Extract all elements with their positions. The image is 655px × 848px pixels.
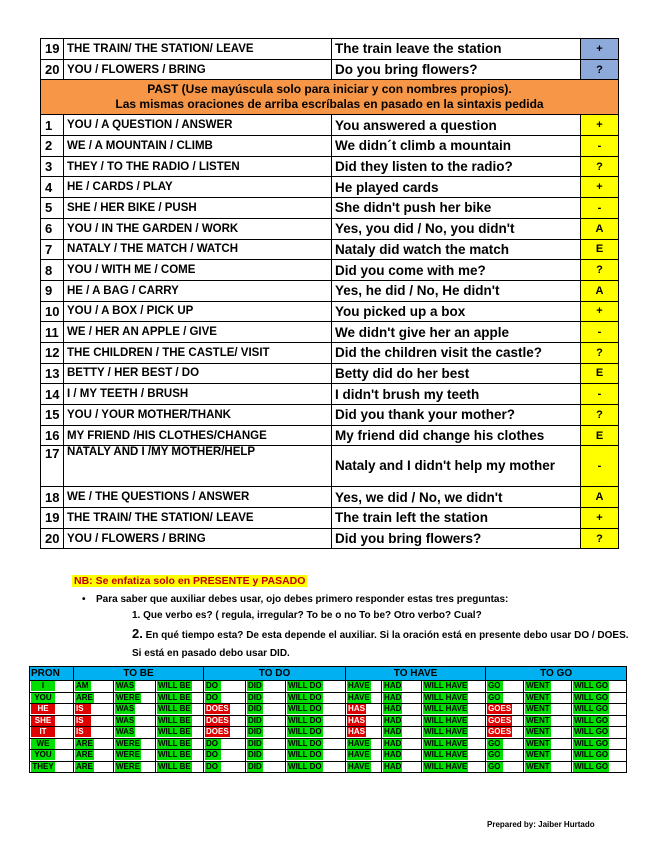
row-mark: A [581, 218, 619, 239]
row-prompt: THE TRAIN/ THE STATION/ LEAVE [64, 508, 332, 529]
verb-cell: ARE [74, 738, 114, 750]
verb-cell: GOES [486, 715, 524, 727]
row-sentence: Betty did do her best [332, 363, 581, 384]
verb-cell: SHE [30, 715, 74, 727]
verb-cell: WENT [524, 727, 572, 739]
past-header-line-2: Las mismas oraciones de arriba escríbalas en pasado en la sintaxis pedida [115, 97, 544, 112]
verb-cell: HAD [382, 704, 422, 716]
row-sentence: My friend did change his clothes [332, 425, 581, 446]
verb-cell: DO [204, 761, 246, 773]
verb-cell: WILL GO [572, 715, 627, 727]
verb-cell: IT [30, 727, 74, 739]
verb-cell: WILL BE [156, 738, 204, 750]
verb-cell: WILL HAVE [422, 704, 486, 716]
verb-cell: IS [74, 704, 114, 716]
verb-cell: GOES [486, 704, 524, 716]
verb-cell: DID [246, 750, 286, 762]
row-prompt: HE / CARDS / PLAY [64, 177, 332, 198]
note-item-1-number: 1. [132, 610, 141, 621]
row-number: 8 [41, 260, 64, 281]
row-mark: ? [581, 342, 619, 363]
row-mark: ? [581, 59, 619, 80]
verb-header-row [30, 667, 627, 681]
bullet-icon: • [82, 594, 86, 605]
verb-cell: WERE [114, 692, 156, 704]
verb-cell: WE [30, 738, 74, 750]
verb-row [30, 738, 627, 750]
note-bullet-text: Para saber que auxiliar debes usar, ojo debes primero responder estas tres preguntas: [96, 594, 509, 605]
verb-cell: WILL GO [572, 738, 627, 750]
row-prompt: YOU / IN THE GARDEN / WORK [64, 218, 332, 239]
row-prompt: YOU / A BOX / PICK UP [64, 301, 332, 322]
verb-cell: WAS [114, 715, 156, 727]
verb-cell: HAD [382, 715, 422, 727]
exercise-row [41, 198, 619, 219]
verb-row [30, 727, 627, 739]
verb-cell: WILL HAVE [422, 715, 486, 727]
verb-cell: WILL GO [572, 681, 627, 693]
verb-cell: WILL GO [572, 727, 627, 739]
verb-cell: WILL DO [286, 692, 346, 704]
row-prompt: SHE / HER BIKE / PUSH [64, 198, 332, 219]
verb-cell: HAD [382, 681, 422, 693]
row-number: 16 [41, 425, 64, 446]
verb-cell: WILL GO [572, 692, 627, 704]
verb-cell: WILL DO [286, 715, 346, 727]
verb-cell: HAVE [346, 692, 382, 704]
verb-cell: I [30, 681, 74, 693]
row-sentence: Did you bring flowers? [332, 528, 581, 549]
verb-cell: HAS [346, 704, 382, 716]
verb-cell: HAD [382, 750, 422, 762]
verb-cell: WILL DO [286, 738, 346, 750]
verb-header-cell: PRON [30, 667, 74, 681]
exercise-row [41, 239, 619, 260]
row-mark: - [581, 322, 619, 343]
verb-cell: WENT [524, 738, 572, 750]
verb-cell: HAD [382, 738, 422, 750]
row-mark: A [581, 280, 619, 301]
verb-cell: HAD [382, 727, 422, 739]
verb-cell: ARE [74, 692, 114, 704]
row-prompt: MY FRIEND /HIS CLOTHES/CHANGE [64, 425, 332, 446]
exercise-row [41, 425, 619, 446]
verb-cell: WAS [114, 727, 156, 739]
past-header [41, 80, 619, 115]
row-prompt: YOU / FLOWERS / BRING [64, 59, 332, 80]
row-prompt: HE / A BAG / CARRY [64, 280, 332, 301]
exercise-sheet [40, 38, 618, 549]
row-prompt: THE TRAIN/ THE STATION/ LEAVE [64, 39, 332, 60]
row-sentence: I didn't brush my teeth [332, 384, 581, 405]
verb-cell: THEY [30, 761, 74, 773]
verb-cell: WILL DO [286, 750, 346, 762]
row-number: 9 [41, 280, 64, 301]
verb-row [30, 750, 627, 762]
row-sentence: Nataly did watch the match [332, 239, 581, 260]
row-mark: E [581, 363, 619, 384]
verb-cell: DO [204, 692, 246, 704]
exercise-row [41, 487, 619, 508]
verb-cell: YOU [30, 750, 74, 762]
verb-cell: GO [486, 761, 524, 773]
exercise-row [41, 508, 619, 529]
row-number: 18 [41, 487, 64, 508]
row-sentence: You answered a question [332, 115, 581, 136]
verb-cell: DID [246, 704, 286, 716]
row-mark: - [581, 198, 619, 219]
verb-cell: DOES [204, 704, 246, 716]
verb-cell: WENT [524, 761, 572, 773]
row-prompt: WE / A MOUNTAIN / CLIMB [64, 136, 332, 157]
note-item-2-text: En qué tiempo esta? De esta depende el auxiliar. Si la oración está en presente debo usar DO / DOES. Si está en pasado debo usar DID. [132, 630, 629, 659]
row-prompt: BETTY / HER BEST / DO [64, 363, 332, 384]
note-item-2-number: 2. [132, 626, 143, 641]
row-prompt: NATALY AND I /MY MOTHER/HELP [64, 446, 332, 487]
verb-cell: GO [486, 738, 524, 750]
row-sentence: We didn't give her an apple [332, 322, 581, 343]
verb-cell: WENT [524, 681, 572, 693]
row-number: 19 [41, 39, 64, 60]
row-mark: - [581, 384, 619, 405]
verb-row [30, 704, 627, 716]
verb-header-cell: TO GO [486, 667, 627, 681]
verb-cell: WILL GO [572, 750, 627, 762]
verb-row [30, 692, 627, 704]
row-sentence: Nataly and I didn't help my mother [332, 446, 581, 487]
verb-cell: WILL BE [156, 750, 204, 762]
row-mark: ? [581, 156, 619, 177]
row-number: 6 [41, 218, 64, 239]
verb-cell: WENT [524, 704, 572, 716]
row-mark: + [581, 508, 619, 529]
row-mark: E [581, 239, 619, 260]
verb-row [30, 715, 627, 727]
row-sentence: Did you thank your mother? [332, 405, 581, 426]
verb-cell: WILL DO [286, 727, 346, 739]
row-sentence: Yes, he did / No, He didn't [332, 280, 581, 301]
verb-cell: WERE [114, 750, 156, 762]
verb-cell: IS [74, 727, 114, 739]
row-sentence: Do you bring flowers? [332, 59, 581, 80]
verb-cell: YOU [30, 692, 74, 704]
exercise-table [40, 38, 619, 549]
past-header-row [41, 80, 619, 115]
verb-cell: IS [74, 715, 114, 727]
verb-cell: HAS [346, 715, 382, 727]
row-prompt: YOU / FLOWERS / BRING [64, 528, 332, 549]
verb-cell: DID [246, 738, 286, 750]
row-sentence: Yes, we did / No, we didn't [332, 487, 581, 508]
exercise-row [41, 528, 619, 549]
row-prompt: YOU / YOUR MOTHER/THANK [64, 405, 332, 426]
note-item-1-text: Que verbo es? ( regula, irregular? To be o no To be? Otro verbo? Cual? [143, 610, 482, 621]
row-prompt: YOU / WITH ME / COME [64, 260, 332, 281]
exercise-row [41, 59, 619, 80]
verb-cell: DID [246, 692, 286, 704]
verb-cell: GO [486, 681, 524, 693]
row-number: 4 [41, 177, 64, 198]
verb-header-cell: TO HAVE [346, 667, 486, 681]
row-sentence: Did you come with me? [332, 260, 581, 281]
verb-cell: WILL HAVE [422, 692, 486, 704]
verb-cell: WILL HAVE [422, 738, 486, 750]
verb-cell: WILL BE [156, 727, 204, 739]
row-sentence: Did the children visit the castle? [332, 342, 581, 363]
row-mark: + [581, 177, 619, 198]
verb-cell: AM [74, 681, 114, 693]
row-sentence: The train leave the station [332, 39, 581, 60]
verb-cell: WILL BE [156, 715, 204, 727]
verb-cell: DO [204, 738, 246, 750]
exercise-row [41, 322, 619, 343]
row-sentence: You picked up a box [332, 301, 581, 322]
row-number: 12 [41, 342, 64, 363]
verb-header-cell: TO DO [204, 667, 346, 681]
verb-cell: WILL BE [156, 681, 204, 693]
row-mark: + [581, 115, 619, 136]
exercise-row [41, 39, 619, 60]
row-mark: ? [581, 405, 619, 426]
exercise-row [41, 405, 619, 426]
exercise-row [41, 384, 619, 405]
verb-cell: DID [246, 761, 286, 773]
row-prompt: WE / THE QUESTIONS / ANSWER [64, 487, 332, 508]
verb-cell: DOES [204, 715, 246, 727]
row-number: 11 [41, 322, 64, 343]
row-number: 13 [41, 363, 64, 384]
verb-cell: WILL HAVE [422, 750, 486, 762]
exercise-row [41, 363, 619, 384]
row-number: 3 [41, 156, 64, 177]
row-sentence: The train left the station [332, 508, 581, 529]
row-prompt: WE / HER AN APPLE / GIVE [64, 322, 332, 343]
row-number: 5 [41, 198, 64, 219]
verb-cell: WILL GO [572, 761, 627, 773]
verb-cell: DID [246, 715, 286, 727]
row-mark: A [581, 487, 619, 508]
verb-cell: HAVE [346, 761, 382, 773]
row-number: 15 [41, 405, 64, 426]
verb-conjugation-table [29, 666, 627, 773]
exercise-row [41, 218, 619, 239]
verb-cell: WERE [114, 738, 156, 750]
row-number: 14 [41, 384, 64, 405]
verb-cell: HAVE [346, 681, 382, 693]
row-prompt: YOU / A QUESTION / ANSWER [64, 115, 332, 136]
exercise-row [41, 446, 619, 487]
past-header-line-1: PAST (Use mayúscula solo para iniciar y con nombres propios). [147, 82, 512, 97]
exercise-row [41, 301, 619, 322]
exercise-row [41, 260, 619, 281]
verb-cell: ARE [74, 750, 114, 762]
verb-cell: DO [204, 681, 246, 693]
verb-cell: DID [246, 681, 286, 693]
verb-cell: GO [486, 692, 524, 704]
note-item-2 [132, 625, 630, 663]
row-number: 2 [41, 136, 64, 157]
verb-cell: HAVE [346, 750, 382, 762]
verb-cell: WAS [114, 681, 156, 693]
row-mark: - [581, 136, 619, 157]
row-number: 17 [41, 446, 64, 487]
row-sentence: He played cards [332, 177, 581, 198]
verb-cell: WILL GO [572, 704, 627, 716]
verb-cell: HAVE [346, 738, 382, 750]
verb-cell: WILL BE [156, 692, 204, 704]
note-bullet [82, 594, 630, 605]
verb-cell: HAS [346, 727, 382, 739]
row-sentence: Did they listen to the radio? [332, 156, 581, 177]
verb-cell: WENT [524, 750, 572, 762]
verb-row [30, 761, 627, 773]
row-prompt: I / MY TEETH / BRUSH [64, 384, 332, 405]
verb-cell: WERE [114, 761, 156, 773]
verb-cell: WENT [524, 715, 572, 727]
exercise-row [41, 136, 619, 157]
exercise-row [41, 115, 619, 136]
verb-cell: WAS [114, 704, 156, 716]
nb-note: NB: Se enfatiza solo en PRESENTE y PASADO [74, 575, 306, 587]
row-mark: ? [581, 260, 619, 281]
row-prompt: NATALY / THE MATCH / WATCH [64, 239, 332, 260]
row-mark: E [581, 425, 619, 446]
notes-section [40, 571, 630, 663]
verb-cell: ARE [74, 761, 114, 773]
verb-cell: WILL HAVE [422, 681, 486, 693]
verb-cell: HE [30, 704, 74, 716]
row-number: 10 [41, 301, 64, 322]
row-number: 20 [41, 528, 64, 549]
verb-cell: HAD [382, 692, 422, 704]
verb-cell: DO [204, 750, 246, 762]
verb-cell: DID [246, 727, 286, 739]
verb-cell: WILL DO [286, 761, 346, 773]
verb-cell: DOES [204, 727, 246, 739]
row-mark: + [581, 39, 619, 60]
row-number: 19 [41, 508, 64, 529]
verb-row [30, 681, 627, 693]
row-sentence: We didn´t climb a mountain [332, 136, 581, 157]
row-mark: - [581, 446, 619, 487]
row-sentence: She didn't push her bike [332, 198, 581, 219]
verb-cell: WENT [524, 692, 572, 704]
exercise-row [41, 156, 619, 177]
row-prompt: THEY / TO THE RADIO / LISTEN [64, 156, 332, 177]
exercise-row [41, 177, 619, 198]
row-number: 1 [41, 115, 64, 136]
row-mark: ? [581, 528, 619, 549]
note-item-1 [132, 610, 630, 621]
verb-header-cell: TO BE [74, 667, 204, 681]
row-sentence: Yes, you did / No, you didn't [332, 218, 581, 239]
prepared-by: Prepared by: Jaiber Hurtado [487, 820, 595, 829]
verb-cell: GOES [486, 727, 524, 739]
verb-cell: WILL HAVE [422, 727, 486, 739]
verb-cell: WILL DO [286, 681, 346, 693]
verb-cell: HAD [382, 761, 422, 773]
exercise-row [41, 280, 619, 301]
verb-cell: WILL BE [156, 761, 204, 773]
verb-cell: WILL HAVE [422, 761, 486, 773]
row-prompt: THE CHILDREN / THE CASTLE/ VISIT [64, 342, 332, 363]
row-number: 20 [41, 59, 64, 80]
row-number: 7 [41, 239, 64, 260]
row-mark: + [581, 301, 619, 322]
exercise-row [41, 342, 619, 363]
verb-cell: WILL BE [156, 704, 204, 716]
verb-cell: GO [486, 750, 524, 762]
verb-cell: WILL DO [286, 704, 346, 716]
